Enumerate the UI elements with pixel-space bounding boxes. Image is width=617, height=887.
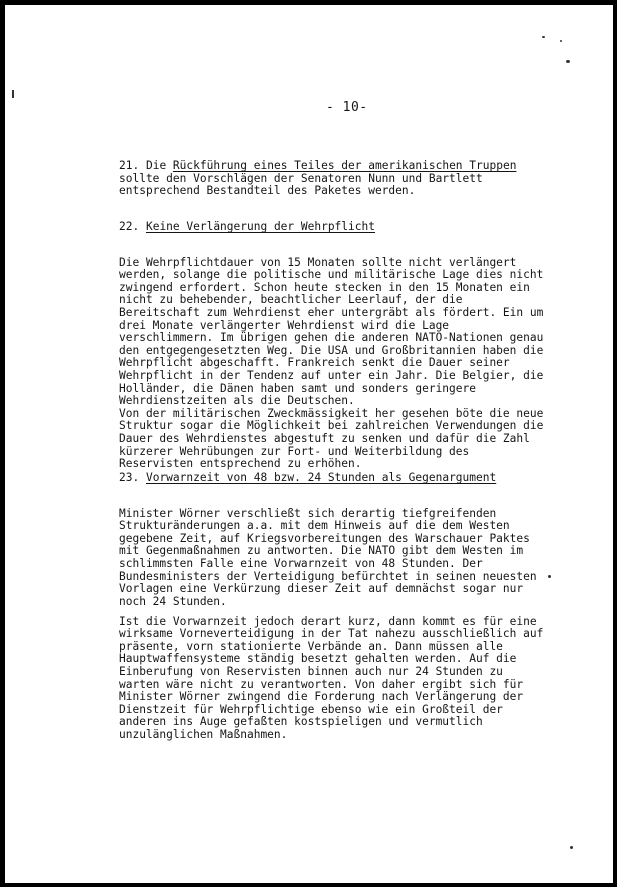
- item-21-body: [119, 173, 569, 198]
- text-line: Strukturänderungen a.a. mit dem Hinweis auf die dem Westen: [119, 519, 510, 533]
- scan-speckle: [542, 36, 545, 38]
- text-line: Holländer, die Dänen haben samt und sonders geringere: [119, 381, 476, 395]
- item-23-number: 23.: [119, 471, 140, 484]
- item-22-body: [119, 244, 569, 483]
- text-line: sollte den Vorschlägen der Senatoren Nunn und Bartlett: [119, 171, 483, 185]
- scan-speckle: [560, 40, 562, 42]
- text-line: Struktur sogar die Möglichkeit bei zahlreichen Verwendungen die: [119, 419, 544, 433]
- text-line: Minister Wörner verschließt sich derartig tiefgreifenden: [119, 506, 497, 520]
- item-23-heading: [119, 472, 496, 485]
- text-line: Einberufung von Reservisten binnen auch nur 24 Stunden zu: [119, 664, 503, 678]
- item-23-paragraph-2: [119, 603, 569, 754]
- item-22-heading: [119, 221, 375, 234]
- text-line: Dauer des Wehrdienstes abgestuft zu senken und dafür die Zahl: [119, 431, 530, 445]
- text-line: Bereitschaft zum Wehrdienst eher untergräbt als fördert. Ein um: [119, 305, 544, 319]
- scan-border-left: [0, 0, 5, 887]
- text-line: warten wäre nicht zu verantworten. Von daher ergibt sich für: [119, 677, 524, 691]
- page-number: - 10-: [326, 100, 368, 115]
- text-line: Reservisten entsprechend zu erhöhen.: [119, 457, 362, 471]
- scan-speckle: [566, 60, 570, 63]
- text-line: Dienstzeit für Wehrpflichtige ebenso wie ein Großteil der: [119, 702, 503, 716]
- item-23-title: Vorwarnzeit von 48 bzw. 24 Stunden als Gegenargument: [145, 471, 497, 484]
- text-line: unzulänglichen Maßnahmen.: [119, 727, 288, 741]
- scan-border-bottom: [0, 883, 617, 887]
- text-line: werden, solange die politische und militärische Lage dies nicht: [119, 268, 544, 282]
- text-line: mit Gegenmaßnahmen zu antworten. Die NATO gibt dem Westen im: [119, 544, 524, 558]
- text-line: schlimmsten Falle eine Vorwarnzeit von 48 Stunden. Der: [119, 556, 483, 570]
- item-21: [119, 160, 516, 173]
- text-line: Ist die Vorwarnzeit jedoch derart kurz, dann kommt es für eine: [119, 614, 537, 628]
- text-line: präsente, vorn stationierte Verbände an. Dann müssen alle: [119, 639, 503, 653]
- item-21-number: 21.: [119, 159, 140, 172]
- text-line: Bundesministers der Verteidigung befürchtet in seinen neuesten: [119, 569, 537, 583]
- text-line: nicht zu behebender, beachtlicher Leerlauf, der die: [119, 293, 463, 307]
- text-line: kürzerer Wehrübungen zur Fort- und Weiterbildung des: [119, 444, 470, 458]
- item-22-title: Keine Verlängerung der Wehrpflicht: [145, 220, 375, 233]
- scan-border-right: [613, 0, 617, 887]
- scan-speckle: [570, 846, 573, 849]
- text-line: Wehrpflicht abgeschafft. Frankreich senkt die Dauer seiner: [119, 356, 510, 370]
- text-line: drei Monate verlängerter Wehrdienst wird die Lage: [119, 318, 450, 332]
- text-line: entsprechend Bestandteil des Paketes werden.: [119, 184, 416, 198]
- scan-border-top: [0, 0, 617, 5]
- item-21-line1-plain: Die: [145, 159, 173, 172]
- text-line: Wehrpflicht in der Tendenz auf unter ein Jahr. Die Belgier, die: [119, 368, 544, 382]
- text-line: wirksame Vorneverteidigung in der Tat nahezu ausschließlich auf: [119, 627, 544, 641]
- text-line: gegebene Zeit, auf Kriegsvorbereitungen des Warschauer Paktes: [119, 531, 530, 545]
- scan-speckle: [12, 90, 14, 98]
- text-line: Wehrdienstzeiten als die Deutschen.: [119, 394, 355, 408]
- item-22-number: 22.: [119, 220, 140, 233]
- text-line: Vorlagen eine Verkürzung dieser Zeit auf demnächst sogar nur: [119, 582, 524, 596]
- text-line: Minister Wörner zwingend die Forderung nach Verlängerung der: [119, 690, 524, 704]
- text-line: Die Wehrpflichtdauer von 15 Monaten sollte nicht verlängert: [119, 255, 517, 269]
- item-21-underlined-phrase: Rückführung eines Teiles der amerikanischen Truppen: [172, 159, 517, 172]
- text-line: noch 24 Stunden.: [119, 594, 227, 608]
- text-line: Von der militärischen Zweckmässigkeit her gesehen böte die neue: [119, 406, 544, 420]
- text-line: Hauptwaffensysteme ständig besetzt gehalten werden. Auf die: [119, 652, 517, 666]
- text-line: anderen ins Auge gefaßten kostspieligen und vermutlich: [119, 715, 483, 729]
- text-line: zwingend erfordert. Schon heute stecken in den 15 Monaten ein: [119, 280, 530, 294]
- text-line: den entgegengesetzten Weg. Die USA und Großbritannien haben die: [119, 343, 544, 357]
- text-line: verschlimmern. Im übrigen gehen die anderen NATO-Nationen genau: [119, 331, 544, 345]
